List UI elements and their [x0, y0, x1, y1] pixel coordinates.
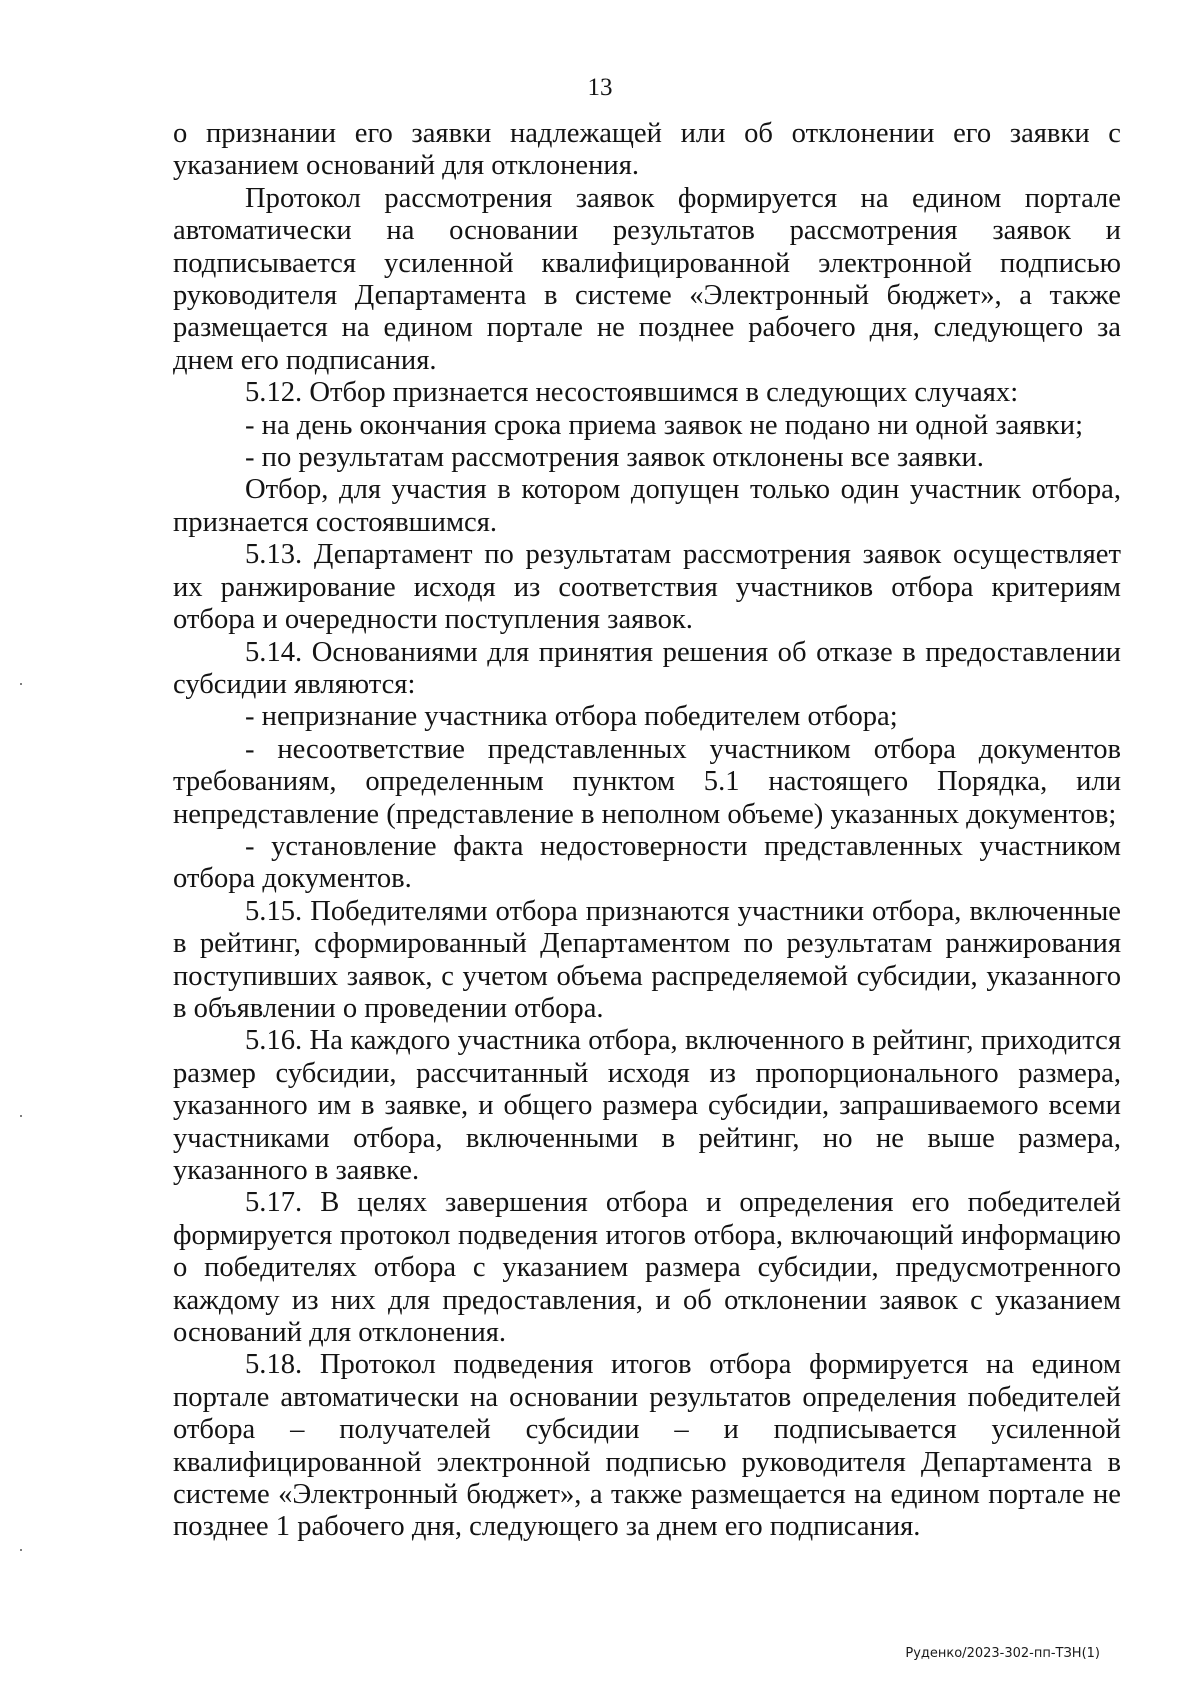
- paragraph-single-participant: Отбор, для участия в котором допущен только один участник отбора, признается состоявшимся.: [173, 474, 1121, 538]
- paragraph-5-12: 5.12. Отбор признается несостоявшимся в следующих случаях:: [245, 377, 1019, 409]
- list-item-not-winner: - непризнание участника отбора победителем отбора;: [245, 701, 898, 733]
- list-item-documents-mismatch: - несоответствие представленных участником отбора документов требованиям, определенным пунктом 5.1 настоящего Порядка, или непредставление (представление в неполном объеме) указанных документов;: [173, 733, 1121, 830]
- list-item-all-rejected: - по результатам рассмотрения заявок отклонены все заявки.: [245, 442, 984, 474]
- page-number: 13: [587, 74, 613, 101]
- paragraph-continuation: о признании его заявки надлежащей или об отклонении его заявки с указанием оснований для отклонения.: [173, 118, 1121, 182]
- paragraph-protocol-review: Протокол рассмотрения заявок формируется на едином портале автоматически на основании результатов рассмотрения заявок и подписывается усиленной квалифицированной электронной подписью руководителя Департамента в системе «Электронный бюджет», а также размещается на едином портале не позднее рабочего дня, следующего за днем его подписания.: [173, 182, 1121, 376]
- document-footer-code: Руденко/2023-302-пп-ТЗН(1): [905, 1646, 1100, 1661]
- scan-speck: [20, 1549, 22, 1551]
- list-item-no-applications: - на день окончания срока приема заявок не подано ни одной заявки;: [245, 409, 1084, 441]
- scan-speck: [20, 1115, 22, 1117]
- paragraph-5-13: 5.13. Департамент по результатам рассмотрения заявок осуществляет их ранжирование исходя из соответствия участников отбора критериям отбора и очередности поступления заявок.: [173, 539, 1121, 636]
- document-body: [173, 118, 1121, 1544]
- paragraph-5-14: 5.14. Основаниями для принятия решения об отказе в предоставлении субсидии являются:: [173, 636, 1121, 700]
- paragraph-5-16: 5.16. На каждого участника отбора, включенного в рейтинг, приходится размер субсидии, рассчитанный исходя из пропорционального размера, указанного им в заявке, и общего размера субсидии, запрашиваемого всеми участниками отбора, включенными в рейтинг, но не выше размера, указанного в заявке.: [173, 1025, 1121, 1186]
- list-item-false-documents: - установление факта недостоверности представленных участником отбора документов.: [173, 830, 1121, 895]
- scan-speck: [20, 683, 22, 685]
- paragraph-5-18: 5.18. Протокол подведения итогов отбора формируется на едином портале автоматически на основании результатов определения победителей отбора – получателей субсидии – и подписывается усиленной квалифицированной электронной подписью руководителя Департамента в системе «Электронный бюджет», а также размещается на едином портале не позднее 1 рабочего дня, следующего за днем его подписания.: [173, 1349, 1121, 1543]
- paragraph-5-15: 5.15. Победителями отбора признаются участники отбора, включенные в рейтинг, сформированный Департаментом по результатам ранжирования поступивших заявок, с учетом объема распределяемой субсидии, указанного в объявлении о проведении отбора.: [173, 895, 1121, 1024]
- paragraph-5-17: 5.17. В целях завершения отбора и определения его победителей формируется протокол подведения итогов отбора, включающий информацию о победителях отбора с указанием размера субсидии, предусмотренного каждому из них для предоставления, и об отклонении заявок с указанием оснований для отклонения.: [173, 1187, 1121, 1349]
